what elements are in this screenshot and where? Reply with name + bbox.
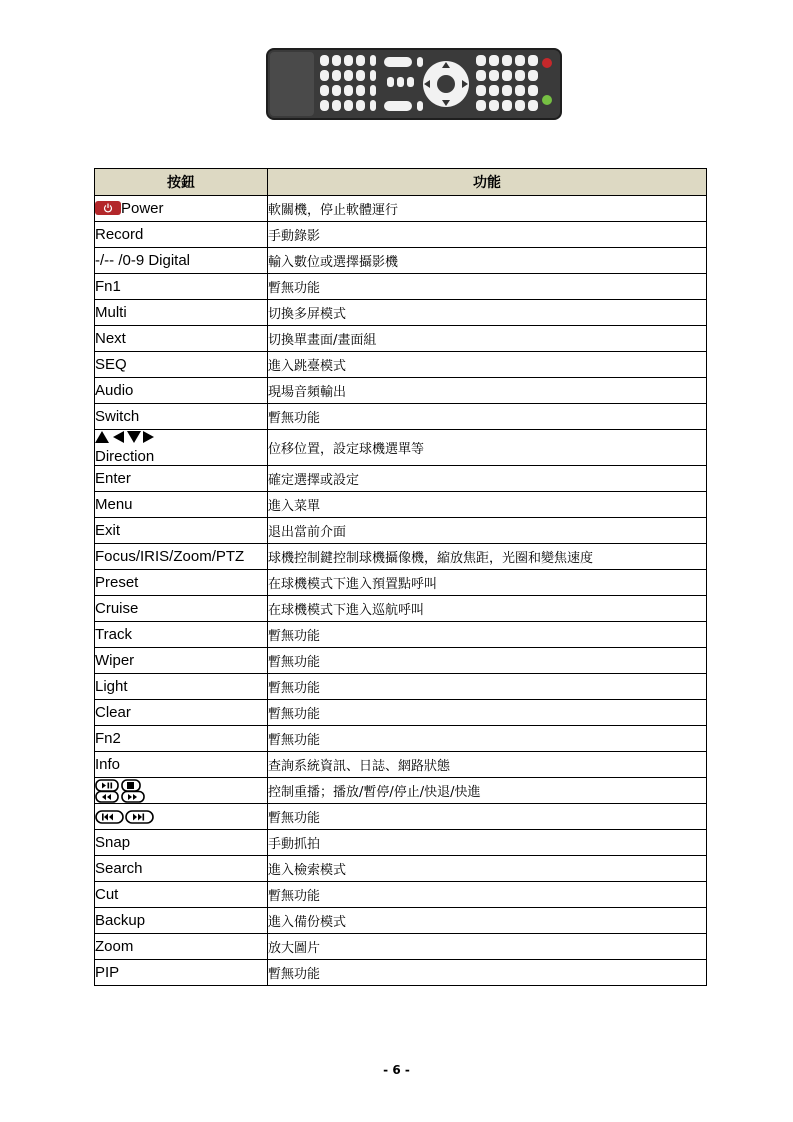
remote-green-key: [542, 95, 552, 105]
function-cell: 退出當前介面: [268, 518, 707, 544]
table-row: [95, 804, 707, 830]
button-label: Snap: [95, 834, 131, 851]
table-row: [95, 934, 707, 960]
button-cell: [95, 726, 268, 752]
table-row: [95, 622, 707, 648]
remote-key: [515, 85, 525, 96]
button-label: Fn1: [95, 278, 121, 295]
button-label: Search: [95, 860, 143, 877]
button-label: Cruise: [95, 600, 139, 617]
remote-key: [384, 57, 412, 67]
function-cell: 暫無功能: [268, 804, 707, 830]
table-row: [95, 648, 707, 674]
button-label: Cut: [95, 886, 119, 903]
remote-key: [332, 55, 341, 66]
button-cell: [95, 804, 268, 830]
remote-key: [332, 70, 341, 81]
button-cell: [95, 648, 268, 674]
table-row: [95, 570, 707, 596]
table-row: [95, 856, 707, 882]
remote-key: [502, 55, 512, 66]
table-row: [95, 778, 707, 804]
button-cell: [95, 222, 268, 248]
function-cell: 暫無功能: [268, 404, 707, 430]
remote-control-image: [266, 48, 562, 120]
table-row: [95, 300, 707, 326]
table-row: [95, 378, 707, 404]
remote-key: [344, 100, 353, 111]
function-cell: 控制重播；播放/暫停/停止/快退/快進: [268, 778, 707, 804]
remote-key: [528, 100, 538, 111]
remote-key: [370, 55, 376, 66]
table-row: [95, 830, 707, 856]
remote-key: [489, 85, 499, 96]
remote-key: [417, 57, 423, 67]
button-label: Backup: [95, 912, 146, 929]
function-cell: 暫無功能: [268, 700, 707, 726]
remote-key: [528, 55, 538, 66]
remote-key: [397, 77, 404, 87]
remote-key: [528, 85, 538, 96]
function-cell: 暫無功能: [268, 726, 707, 752]
button-label: Info: [95, 756, 121, 773]
button-label: Audio: [95, 382, 134, 399]
function-cell: 進入跳臺模式: [268, 352, 707, 378]
remote-key: [320, 55, 329, 66]
button-label: SEQ: [95, 356, 127, 373]
table-row: [95, 492, 707, 518]
button-cell: [95, 274, 268, 300]
button-cell: [95, 430, 268, 466]
function-cell: 暫無功能: [268, 960, 707, 986]
table-row: [95, 518, 707, 544]
remote-key: [489, 100, 499, 111]
button-cell: [95, 882, 268, 908]
remote-key: [502, 100, 512, 111]
function-cell: 查詢系統資訊、日誌、網路狀態: [268, 752, 707, 778]
remote-key: [502, 85, 512, 96]
function-cell: 切換單畫面/畫面組: [268, 326, 707, 352]
remote-key: [489, 55, 499, 66]
playback-controls-icon: [95, 779, 267, 803]
function-cell: 現場音頻輸出: [268, 378, 707, 404]
button-cell: [95, 352, 268, 378]
remote-key: [528, 70, 538, 81]
remote-key: [407, 77, 414, 87]
function-cell: 在球機模式下進入預置點呼叫: [268, 570, 707, 596]
function-cell: 暫無功能: [268, 674, 707, 700]
button-cell: [95, 596, 268, 622]
remote-key: [476, 100, 486, 111]
button-cell: [95, 830, 268, 856]
function-cell: 進入備份模式: [268, 908, 707, 934]
function-cell: 手動抓拍: [268, 830, 707, 856]
skip-controls-icon: [95, 810, 267, 824]
remote-key: [320, 85, 329, 96]
table-row: [95, 960, 707, 986]
button-label: Menu: [95, 496, 133, 513]
table-row: [95, 222, 707, 248]
key-function-table: [94, 168, 707, 986]
table-row: [95, 596, 707, 622]
button-cell: [95, 700, 268, 726]
button-cell: [95, 908, 268, 934]
table-row: [95, 752, 707, 778]
table-row: [95, 326, 707, 352]
button-label: Focus/IRIS/Zoom/PTZ: [95, 548, 245, 565]
button-cell: [95, 674, 268, 700]
remote-key: [332, 100, 341, 111]
function-cell: 確定選擇或設定: [268, 466, 707, 492]
remote-key: [476, 70, 486, 81]
header-function: 功能: [268, 169, 707, 196]
button-label: Clear: [95, 704, 131, 721]
button-label: Multi: [95, 304, 127, 321]
remote-key: [384, 101, 412, 111]
remote-key: [320, 100, 329, 111]
table-row: [95, 248, 707, 274]
remote-key: [489, 70, 499, 81]
button-cell: [95, 778, 268, 804]
remote-key: [370, 100, 376, 111]
table-row: [95, 700, 707, 726]
function-cell: 暫無功能: [268, 882, 707, 908]
button-label: Fn2: [95, 730, 121, 747]
function-cell: 暫無功能: [268, 622, 707, 648]
button-cell: [95, 196, 268, 222]
button-label: Preset: [95, 574, 139, 591]
function-cell: 球機控制鍵控制球機攝像機，縮放焦距，光圈和變焦速度: [268, 544, 707, 570]
button-cell: [95, 934, 268, 960]
power-icon: [95, 201, 121, 215]
remote-key: [356, 85, 365, 96]
function-cell: 輸入數位或選擇攝影機: [268, 248, 707, 274]
remote-key: [417, 101, 423, 111]
function-cell: 暫無功能: [268, 274, 707, 300]
remote-key: [356, 55, 365, 66]
function-cell: 暫無功能: [268, 648, 707, 674]
remote-power-key: [542, 58, 552, 68]
remote-key: [320, 70, 329, 81]
table-row: [95, 882, 707, 908]
table-row: [95, 430, 707, 466]
button-label: Record: [95, 226, 144, 243]
remote-key: [515, 55, 525, 66]
table-row: [95, 196, 707, 222]
button-cell: [95, 300, 268, 326]
remote-key: [344, 85, 353, 96]
remote-key: [332, 85, 341, 96]
function-cell: 手動錄影: [268, 222, 707, 248]
button-cell: [95, 326, 268, 352]
function-cell: 在球機模式下進入巡航呼叫: [268, 596, 707, 622]
table-row: [95, 274, 707, 300]
table-row: [95, 726, 707, 752]
button-label: Enter: [95, 470, 131, 487]
remote-key: [387, 77, 394, 87]
remote-key: [356, 70, 365, 81]
button-label: Next: [95, 330, 126, 347]
remote-key: [502, 70, 512, 81]
button-cell: [95, 466, 268, 492]
button-cell: [95, 960, 268, 986]
table-row: [95, 404, 707, 430]
button-cell: [95, 378, 268, 404]
button-cell: [95, 856, 268, 882]
button-label: Switch: [95, 408, 140, 425]
table-row: [95, 908, 707, 934]
button-label: Exit: [95, 522, 121, 539]
button-cell: [95, 404, 268, 430]
button-cell: [95, 492, 268, 518]
function-cell: 位移位置，設定球機選單等: [268, 430, 707, 466]
table-row: [95, 544, 707, 570]
remote-key: [370, 70, 376, 81]
button-cell: [95, 518, 268, 544]
button-cell: [95, 752, 268, 778]
function-cell: 進入菜單: [268, 492, 707, 518]
button-label: Wiper: [95, 652, 135, 669]
remote-key: [476, 55, 486, 66]
function-cell: 切換多屏模式: [268, 300, 707, 326]
direction-arrows-icon: [95, 430, 267, 448]
remote-enter-key: [437, 75, 455, 93]
remote-key: [515, 70, 525, 81]
button-cell: [95, 622, 268, 648]
button-cell: [95, 544, 268, 570]
button-label: Power: [121, 200, 164, 217]
remote-key: [344, 70, 353, 81]
header-button: 按鈕: [95, 169, 268, 196]
remote-key: [515, 100, 525, 111]
remote-key: [356, 100, 365, 111]
function-cell: 進入檢索模式: [268, 856, 707, 882]
button-label: Direction: [95, 448, 155, 465]
button-label: -/-- /0-9 Digital: [95, 252, 191, 269]
button-label: Light: [95, 678, 128, 695]
button-cell: [95, 570, 268, 596]
table-row: [95, 352, 707, 378]
button-label: PIP: [95, 964, 120, 981]
function-cell: 放大圖片: [268, 934, 707, 960]
function-cell: 軟關機，停止軟體運行: [268, 196, 707, 222]
table-header-row: [95, 169, 707, 196]
remote-key: [476, 85, 486, 96]
table-row: [95, 466, 707, 492]
table-row: [95, 674, 707, 700]
button-label: Track: [95, 626, 132, 643]
remote-key: [344, 55, 353, 66]
button-label: Zoom: [95, 938, 134, 955]
page-number: - 6 -: [383, 1063, 410, 1077]
remote-key: [370, 85, 376, 96]
button-cell: [95, 248, 268, 274]
